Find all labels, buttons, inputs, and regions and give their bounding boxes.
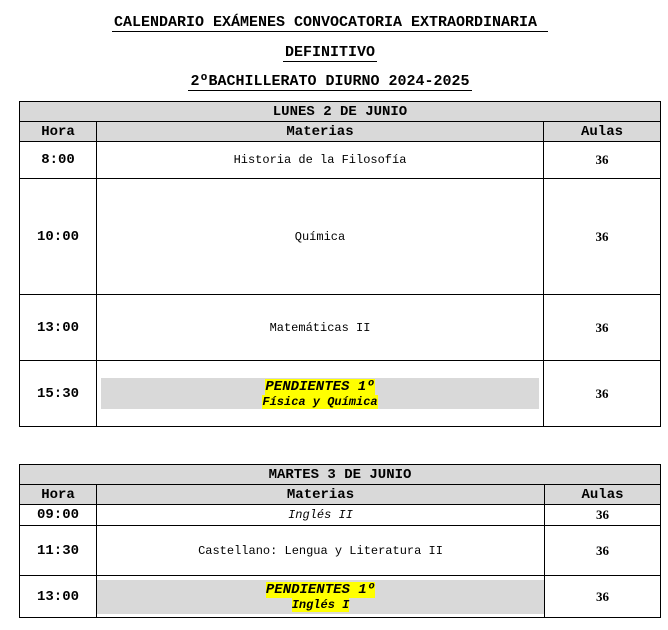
day-header-row (20, 102, 661, 122)
table-row (20, 505, 661, 526)
column-header-materias: Materias (97, 122, 544, 142)
pendientes-label: PENDIENTES 1º (265, 581, 376, 598)
exam-room: 36 (544, 295, 661, 361)
exam-room: 36 (544, 142, 661, 179)
column-header-materias: Materias (97, 485, 545, 505)
document-subtitle: DEFINITIVO (284, 44, 375, 61)
exam-subject: Inglés I (291, 597, 350, 612)
document-title: CALENDARIO EXÁMENES CONVOCATORIA EXTRAORDINARIA (113, 14, 547, 31)
exam-room: 36 (545, 505, 661, 526)
exam-subject: Física y Química (262, 395, 378, 409)
exam-subject-cell (97, 576, 545, 618)
column-header-aulas: Aulas (544, 122, 661, 142)
day-header-row (20, 465, 661, 485)
exam-time: 13:00 (20, 576, 97, 618)
exam-time: 10:00 (20, 179, 97, 295)
document-course: 2ºBACHILLERATO DIURNO 2024-2025 (190, 73, 470, 90)
exam-subject: Castellano: Lengua y Literatura II (97, 526, 545, 576)
exam-time: 11:30 (20, 526, 97, 576)
exam-room: 36 (544, 361, 661, 427)
column-header-row (20, 485, 661, 505)
schedule-table-monday (19, 101, 661, 427)
exam-room: 36 (545, 576, 661, 618)
column-header-hora: Hora (20, 485, 97, 505)
table-row (20, 142, 661, 179)
column-header-aulas: Aulas (545, 485, 661, 505)
exam-subject: Matemáticas II (97, 295, 544, 361)
exam-subject-cell (97, 361, 544, 427)
schedule-table-tuesday (19, 464, 661, 618)
column-header-row (20, 122, 661, 142)
exam-subject: Inglés II (97, 505, 545, 526)
table-row (20, 526, 661, 576)
day-title: MARTES 3 DE JUNIO (20, 465, 661, 485)
exam-time: 09:00 (20, 505, 97, 526)
pendientes-box (101, 378, 539, 409)
exam-time: 8:00 (20, 142, 97, 179)
pendientes-box (97, 580, 544, 614)
table-row-pendientes (20, 361, 661, 427)
pendientes-label: PENDIENTES 1º (265, 379, 375, 395)
exam-time: 13:00 (20, 295, 97, 361)
exam-time: 15:30 (20, 361, 97, 427)
exam-subject: Historia de la Filosofía (97, 142, 544, 179)
column-header-hora: Hora (20, 122, 97, 142)
table-row-pendientes (20, 576, 661, 618)
day-title: LUNES 2 DE JUNIO (20, 102, 661, 122)
table-row (20, 295, 661, 361)
table-row (20, 179, 661, 295)
exam-room: 36 (545, 526, 661, 576)
exam-room: 36 (544, 179, 661, 295)
exam-subject: Química (97, 179, 544, 295)
